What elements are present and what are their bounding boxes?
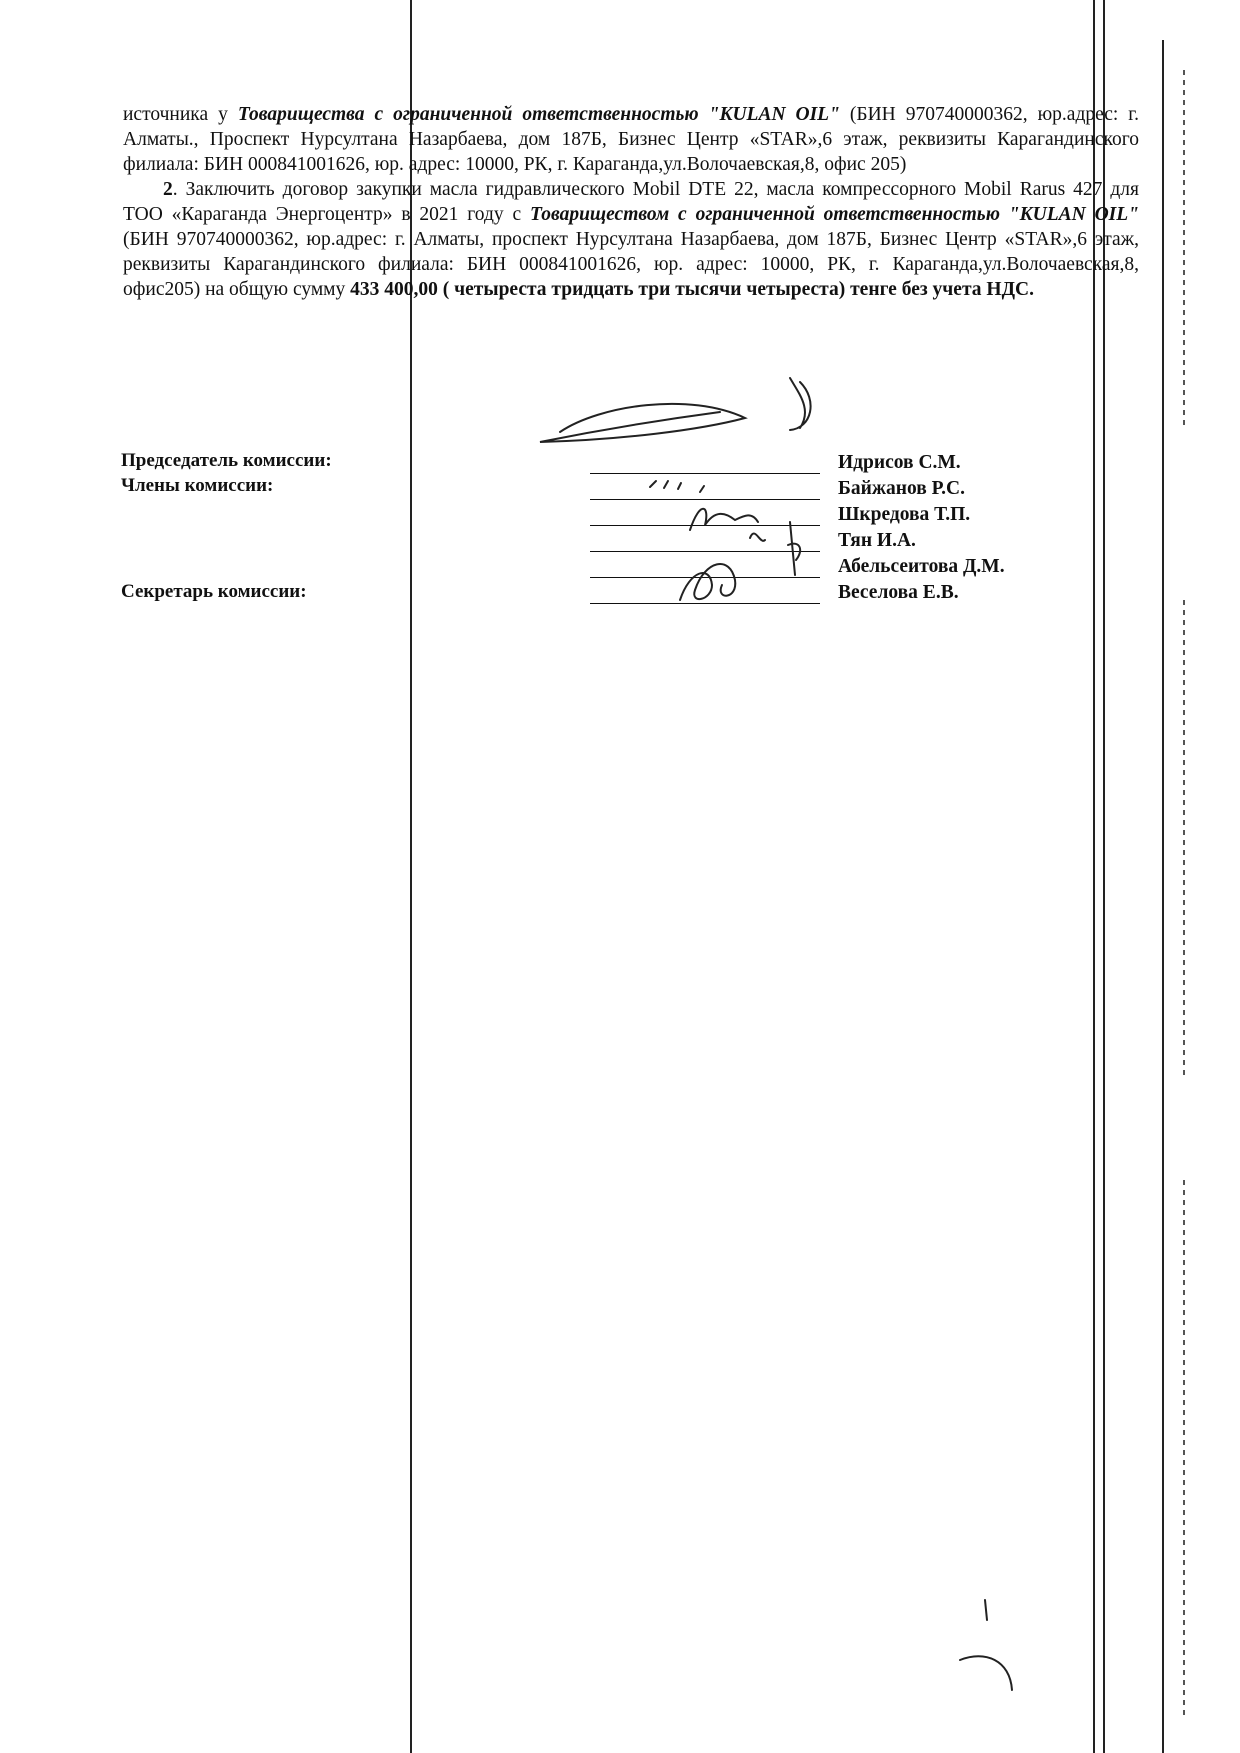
signatory-name: Шкредова Т.П. (838, 504, 971, 525)
signatory-name: Идрисов С.М. (838, 452, 961, 473)
total-amount: 433 400,00 ( четыреста тридцать три тысячи четыреста) тенге без учета НДС. (350, 279, 1034, 300)
scan-mark-bottom (960, 1600, 1012, 1690)
item-number: 2 (163, 179, 173, 200)
company-name: Товарищества с ограниченной ответственностью "KULAN OIL" (237, 104, 840, 125)
signature-member-1 (650, 481, 704, 492)
signature-member-2 (690, 509, 758, 530)
signature-chairman (540, 404, 745, 442)
signature-secretary (680, 564, 735, 600)
signatory-name: Веселова Е.В. (838, 582, 959, 603)
paragraph-1: источника у Товарищества с ограниченной ответственностью "KULAN OIL" (БИН 970740000362, юр.адрес: г. Алматы., Проспект Нурсултана Назарбаева, дом 187Б, Бизнес Центр «STAR»,6 этаж, реквизиты Карагандинского филиала: БИН 000841001626, юр. адрес: 10000, РК, г. Караганда,ул.Волочаевская,8, офис 205) (123, 104, 1139, 175)
signatory-name: Байжанов Р.С. (838, 478, 965, 499)
company-name: Товариществом с ограниченной ответственностью "KULAN OIL" (530, 204, 1139, 225)
members-label: Члены комиссии: (121, 475, 274, 496)
signatory-name: Абельсеитова Д.М. (838, 556, 1005, 577)
secretary-label: Секретарь комиссии: (121, 581, 307, 602)
chairman-label: Председатель комиссии: (121, 450, 332, 471)
signatory-name: Тян И.А. (838, 530, 916, 551)
signature-member-3 (750, 522, 800, 575)
signature-chairman-mark (790, 378, 811, 430)
paragraph-2: 2. Заключить договор закупки масла гидравлического Mobil DTE 22, масла компрессорного Mobil Rarus 427 для ТОО «Караганда Энергоцентр» в 2021 году с Товариществом с ограниченной ответственностью "KULAN OIL" (БИН 970740000362, юр.адрес: г. Алматы, проспект Нурсултана Назарбаева, дом 187Б, Бизнес Центр «STAR»,6 этаж, реквизиты Карагандинского филиала: БИН 000841001626, юр. адрес: 10000, РК, г. Караганда,ул.Волочаевская,8, офис205) на общую сумму 433 400,00 ( четыреста тридцать три тысячи четыреста) тенге без учета НДС. (123, 179, 1139, 300)
